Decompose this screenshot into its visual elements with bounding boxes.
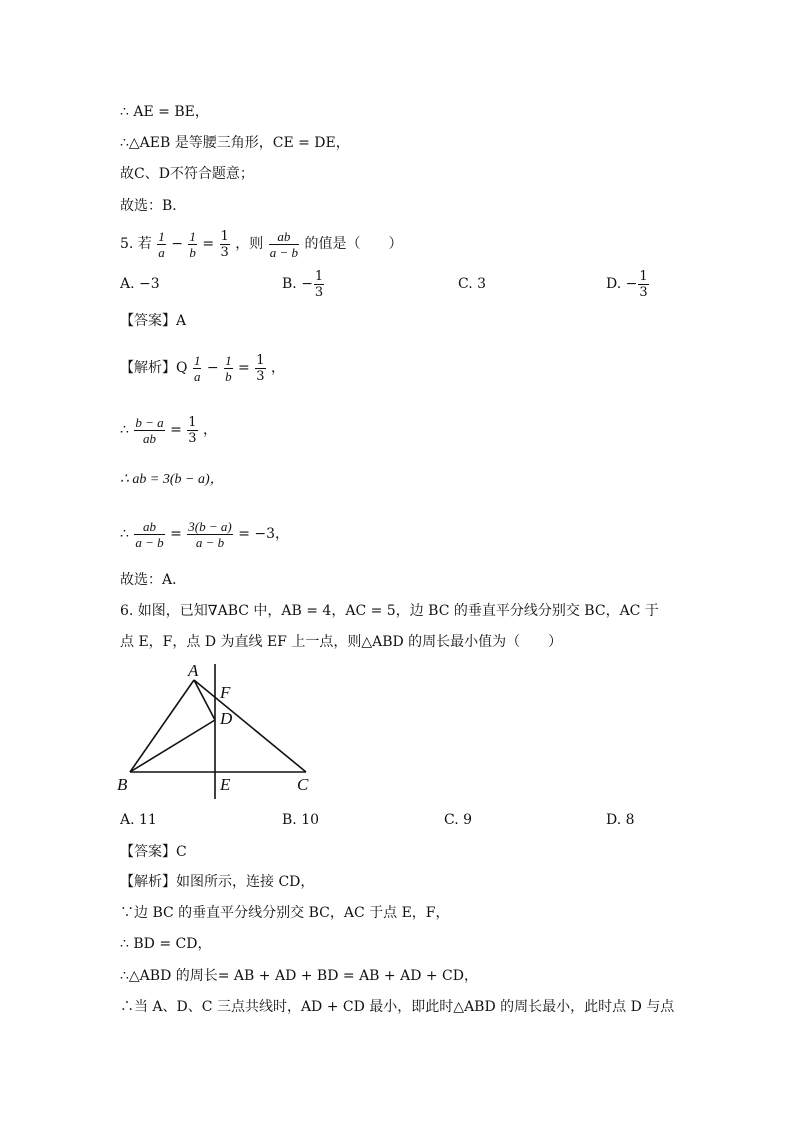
answer: 【答案】A (120, 313, 187, 329)
fraction: $\frac{1}{3}$ (220, 228, 229, 260)
analysis-line: ∴△ABD 的周长= AB + AD + BD = AB + AD + CD， (120, 968, 478, 984)
option-b: B. − $\frac{1}{3}$ (282, 268, 324, 300)
question-5: 5. 若 $\frac{1}{a}$ − $\frac{1}{b}$ = $\frac{1}{3}$ ，则 $\frac{ab}{a - b}$ 的值是（ ） (120, 228, 403, 260)
option-a: A. −3 (120, 276, 160, 292)
fraction: $\frac{1}{a}$ (158, 228, 165, 260)
question-6-line-1: 6. 如图，已知∇ABC 中，AB = 4，AC = 5，边 BC 的垂直平分线分别交 BC，AC 于 (120, 603, 659, 619)
text-line: ∴ AE = BE， (120, 104, 209, 120)
text-line: 故选：A． (120, 572, 187, 588)
option-b: B. 10 (282, 812, 320, 828)
option-d: D. 8 (606, 812, 635, 828)
option-d: D. − $\frac{1}{3}$ (606, 268, 648, 300)
segment-ac (194, 680, 306, 772)
analysis-step-2: ∴ $\frac{b - a}{ab}$ = $\frac{1}{3}$ ， (120, 414, 218, 446)
equals-sign: = (202, 236, 215, 252)
fraction: $\frac{1}{3}$ (314, 268, 324, 300)
text-line: ∴△AEB 是等腰三角形，CE = DE， (120, 135, 350, 151)
analysis-line: ∵边 BC 的垂直平分线分别交 BC，AC 于点 E，F， (120, 905, 450, 921)
analysis-line: ∴ BD = CD， (120, 936, 212, 952)
point-label-a: A (188, 661, 199, 680)
minus-sign: − (171, 236, 183, 252)
segment-bd (130, 720, 215, 772)
option-c: C. 9 (444, 812, 473, 828)
analysis-step-1: 【解析】Q $\frac{1}{a}$ − $\frac{1}{b}$ = $\frac{1}{3}$ ， (120, 352, 285, 384)
segment-ad (194, 680, 215, 720)
analysis-step-3: ∴ ab = 3(b − a)， (120, 472, 224, 487)
point-label-f: F (220, 683, 231, 702)
triangle-figure (110, 656, 340, 806)
analysis-line: 【解析】如图所示，连接 CD， (120, 874, 315, 890)
point-label-c: C (297, 775, 309, 794)
fraction: $\frac{ab}{a - b}$ (269, 228, 299, 260)
option-c: C. 3 (458, 276, 487, 292)
text-line: 故选：B． (120, 198, 187, 214)
analysis-line: ∴当 A、D、C 三点共线时，AD + CD 最小，即此时△ABD 的周长最小，此时点 D 与点 (120, 999, 675, 1015)
point-label-b: B (117, 775, 128, 794)
analysis-step-4: ∴ $\frac{ab}{a - b}$ = $\frac{3(b - a)}{a - b}$ = −3， (120, 518, 290, 550)
option-a: A. 11 (120, 812, 157, 828)
point-label-d: D (220, 709, 233, 728)
text-line: 故C、D不符合题意； (120, 166, 254, 182)
point-label-e: E (220, 775, 231, 794)
question-6-line-2: 点 E，F，点 D 为直线 EF 上一点，则△ABD 的周长最小值为（ ） (120, 634, 563, 650)
segment-ab (130, 680, 194, 772)
fraction: $\frac{1}{3}$ (639, 268, 648, 300)
question-number: 5. 若 (120, 236, 152, 252)
answer: 【答案】C (120, 844, 187, 860)
fraction: $\frac{1}{b}$ (189, 228, 196, 260)
